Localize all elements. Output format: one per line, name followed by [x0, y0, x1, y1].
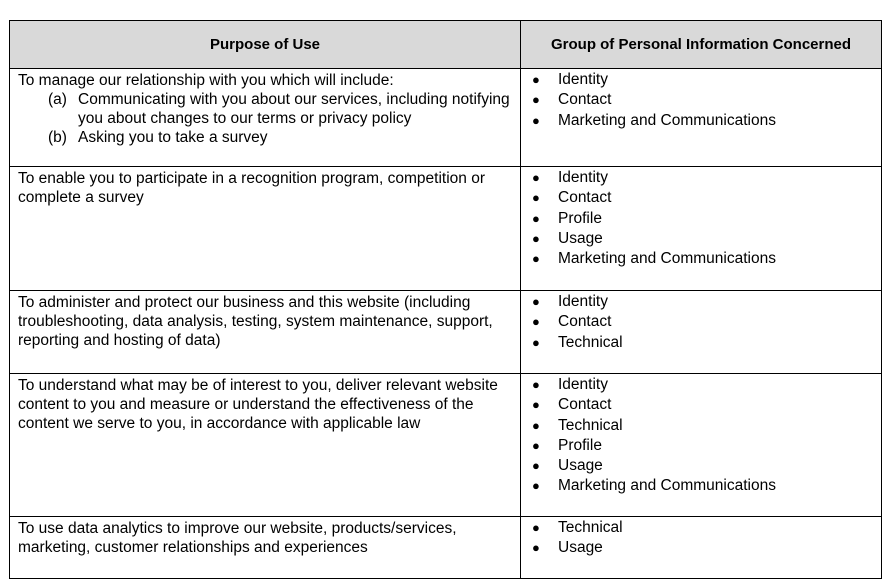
group-label: Profile	[558, 436, 602, 454]
bullet-icon: ●	[532, 170, 540, 185]
list-item	[521, 111, 881, 131]
sublist-marker: (b)	[48, 129, 67, 146]
purpose-sublist	[18, 90, 514, 147]
bullet-icon: ●	[532, 251, 540, 267]
group-label: Technical	[558, 416, 623, 434]
header-purpose: Purpose of Use	[10, 21, 521, 69]
bullet-icon: ●	[532, 397, 540, 413]
purpose-cell	[10, 291, 521, 374]
bullet-icon: ●	[532, 437, 540, 453]
group-label: Technical	[558, 519, 623, 536]
group-label: Usage	[558, 539, 603, 557]
bullet-icon: ●	[532, 417, 540, 433]
groups-cell	[521, 517, 882, 579]
purpose-text: To administer and protect our business and this website (including troubleshooting, data analysis, testing, system maintenance, support, reporting and hosting of data)	[18, 294, 493, 349]
table-row	[10, 69, 882, 167]
group-label: Identity	[558, 71, 608, 88]
sublist-text: Asking you to take a survey	[78, 129, 268, 146]
list-item	[521, 209, 881, 229]
bullet-icon: ●	[532, 377, 540, 392]
group-label: Marketing and Communications	[558, 250, 776, 268]
list-item	[521, 70, 881, 90]
list-item	[521, 292, 881, 312]
group-label: Contact	[558, 189, 612, 207]
purpose-text: To manage our relationship with you which will include:	[18, 72, 394, 89]
group-label: Identity	[558, 169, 608, 186]
groups-cell	[521, 167, 882, 291]
list-item	[521, 229, 881, 249]
bullet-icon: ●	[532, 72, 540, 87]
bullet-icon: ●	[532, 92, 540, 108]
groups-list	[521, 375, 881, 497]
list-item	[521, 436, 881, 456]
sublist-text: Communicating with you about our services, including notifying you about changes to our terms or privacy policy	[78, 91, 510, 127]
bullet-icon: ●	[532, 478, 540, 494]
groups-list	[521, 292, 881, 353]
header-group: Group of Personal Information Concerned	[521, 21, 882, 69]
groups-cell	[521, 374, 882, 517]
list-item	[521, 90, 881, 110]
bullet-icon: ●	[532, 230, 540, 246]
sublist-marker: (a)	[48, 91, 67, 108]
groups-list	[521, 70, 881, 131]
list-item	[521, 188, 881, 208]
group-label: Technical	[558, 333, 623, 351]
group-label: Contact	[558, 91, 612, 109]
list-item	[521, 416, 881, 436]
list-item	[521, 249, 881, 269]
list-item	[521, 456, 881, 476]
purpose-cell	[10, 517, 521, 579]
bullet-icon: ●	[532, 520, 540, 535]
list-item	[521, 395, 881, 415]
table-row	[10, 374, 882, 517]
bullet-icon: ●	[532, 190, 540, 206]
group-label: Usage	[558, 229, 603, 247]
purpose-cell	[10, 374, 521, 517]
group-label: Usage	[558, 457, 603, 475]
table-row	[10, 517, 882, 579]
list-item	[521, 333, 881, 353]
groups-cell	[521, 291, 882, 374]
purpose-cell	[10, 69, 521, 167]
list-item	[521, 538, 881, 558]
group-label: Marketing and Communications	[558, 477, 776, 495]
bullet-icon: ●	[532, 210, 540, 226]
group-label: Contact	[558, 396, 612, 414]
header-row	[10, 21, 882, 69]
group-label: Contact	[558, 313, 612, 331]
sublist-item	[18, 90, 514, 128]
personal-info-table	[9, 20, 882, 579]
list-item	[521, 518, 881, 538]
bullet-icon: ●	[532, 334, 540, 350]
list-item	[521, 312, 881, 332]
purpose-text: To understand what may be of interest to you, deliver relevant website content to you and measure or understand the effectiveness of the content we serve to you, in accordance with applicable law	[18, 377, 498, 432]
groups-list	[521, 168, 881, 269]
groups-list	[521, 518, 881, 559]
table-row	[10, 167, 882, 291]
group-label: Marketing and Communications	[558, 111, 776, 129]
table-row	[10, 291, 882, 374]
list-item	[521, 375, 881, 395]
bullet-icon: ●	[532, 294, 540, 309]
bullet-icon: ●	[532, 458, 540, 474]
group-label: Identity	[558, 376, 608, 393]
sublist-item	[18, 128, 514, 147]
purpose-text: To enable you to participate in a recognition program, competition or complete a survey	[18, 170, 485, 206]
list-item	[521, 168, 881, 188]
purpose-text: To use data analytics to improve our website, products/services, marketing, customer relationships and experiences	[18, 520, 457, 556]
purpose-cell	[10, 167, 521, 291]
group-label: Identity	[558, 293, 608, 310]
bullet-icon: ●	[532, 540, 540, 556]
groups-cell	[521, 69, 882, 167]
list-item	[521, 476, 881, 496]
group-label: Profile	[558, 209, 602, 227]
bullet-icon: ●	[532, 112, 540, 128]
bullet-icon: ●	[532, 314, 540, 330]
